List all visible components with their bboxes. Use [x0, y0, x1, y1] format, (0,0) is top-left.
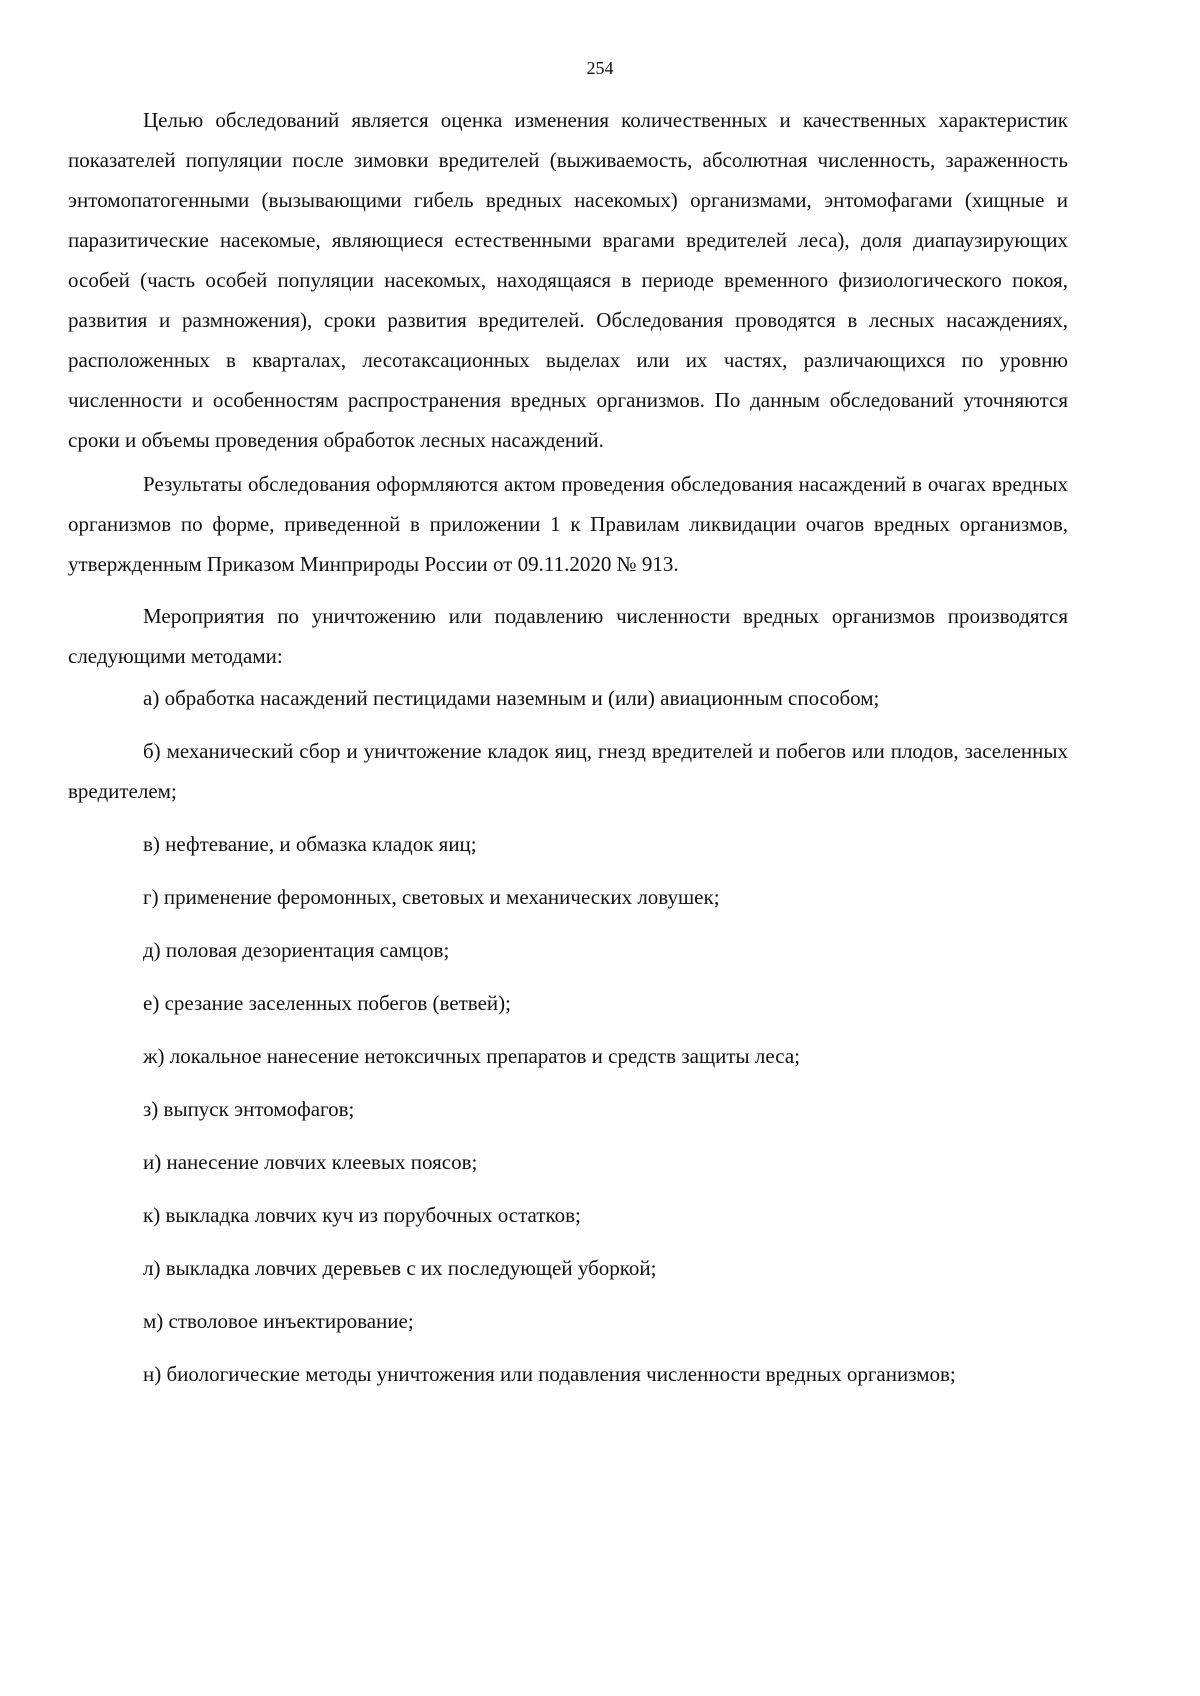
list-item: е) срезание заселенных побегов (ветвей);: [143, 991, 511, 1015]
methods-list: [68, 678, 1068, 1394]
list-item: з) выпуск энтомофагов;: [143, 1097, 355, 1121]
list-item: б) механический сбор и уничтожение кладок яиц, гнезд вредителей и побегов или плодов, заселенных вредителем;: [68, 739, 1068, 803]
list-item: м) стволовое инъектирование;: [143, 1309, 414, 1333]
paragraph-survey-results: Результаты обследования оформляются актом проведения обследования насаждений в очагах вредных организмов по форме, приведенной в приложении 1 к Правилам ликвидации очагов вредных организмов, утвержденным Приказом Минприроды России от 09.11.2020 № 913.: [68, 472, 1068, 576]
list-item: к) выкладка ловчих куч из порубочных остатков;: [143, 1203, 581, 1227]
list-item: н) биологические методы уничтожения или подавления численности вредных организмов;: [143, 1362, 956, 1386]
list-item: д) половая дезориентация самцов;: [143, 938, 450, 962]
paragraph-survey-goals: Целью обследований является оценка изменения количественных и качественных характеристик показателей популяции после зимовки вредителей (выживаемость, абсолютная численность, зараженность энтомопатогенными (вызывающими гибель вредных насекомых) организмами, энтомофагами (хищные и паразитические насекомые, являющиеся естественными врагами вредителей леса), доля диапаузирующих особей (часть особей популяции насекомых, находящаяся в периоде временного физиологического покоя, развития и размножения), сроки развития вредителей. Обследования проводятся в лесных насаждениях, расположенных в кварталах, лесотаксационных выделах или их частях, различающихся по уровню численности и особенностям распространения вредных организмов. По данным обследований уточняются сроки и объемы проведения обработок лесных насаждений.: [68, 108, 1068, 452]
list-item: в) нефтевание, и обмазка кладок яиц;: [143, 832, 477, 856]
list-item: г) применение феромонных, световых и механических ловушек;: [143, 885, 720, 909]
list-item: ж) локальное нанесение нетоксичных препаратов и средств защиты леса;: [143, 1044, 800, 1068]
list-item: л) выкладка ловчих деревьев с их последующей уборкой;: [143, 1256, 657, 1280]
document-body: [68, 100, 1068, 1394]
page-number: 254: [586, 58, 614, 78]
list-item: и) нанесение ловчих клеевых поясов;: [143, 1150, 478, 1174]
list-item: а) обработка насаждений пестицидами наземным и (или) авиационным способом;: [143, 686, 880, 710]
paragraph-methods-intro: Мероприятия по уничтожению или подавлению численности вредных организмов производятся следующими методами:: [68, 604, 1068, 668]
